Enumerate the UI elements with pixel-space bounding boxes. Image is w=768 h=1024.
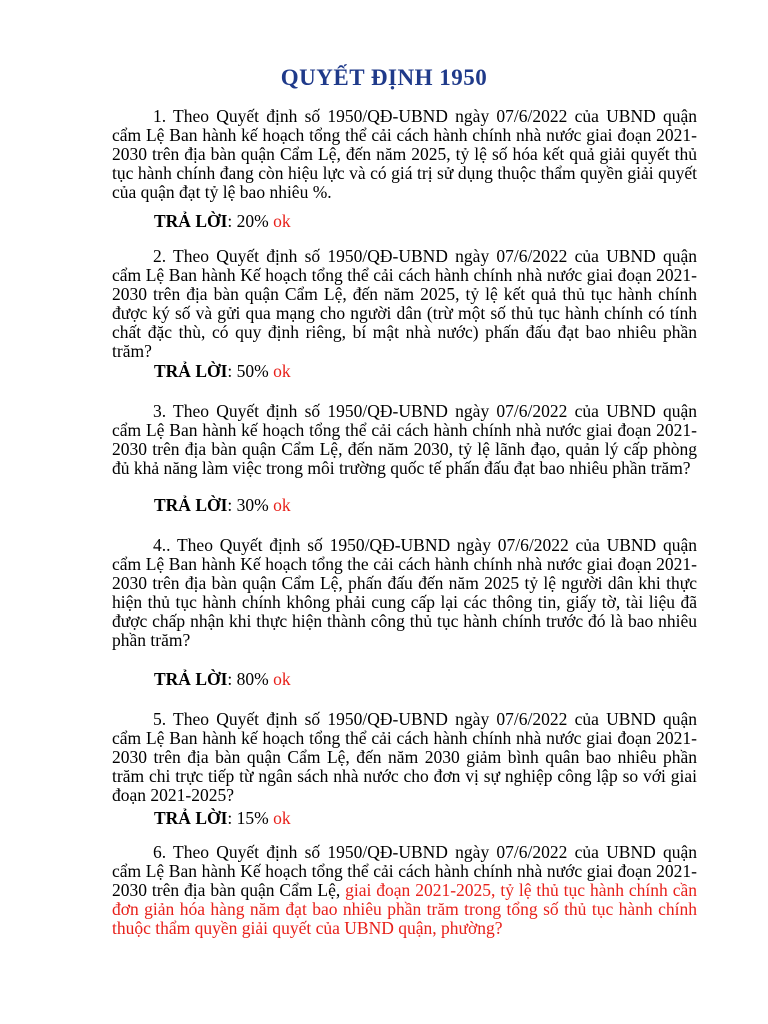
answer-5 [154, 809, 291, 828]
question-2: 2. Theo Quyết định số 1950/QĐ-UBND ngày 07/6/2022 của UBND quận cẩm Lệ Ban hành Kế hoạch tổng thể cải cách hành chính nhà nước giai đoạn 2021-2030 trên địa bàn quận Cẩm Lệ, đến năm 2025, tỷ lệ kết quả thủ tục hành chính được ký số và gửi qua mạng cho người dân (trừ một số thủ tục hành chính có tính chất đặc thù, có quy định riêng, bí mật nhà nước) phấn đấu đạt bao nhiêu phần trăm? [112, 246, 697, 361]
page-title: QUYẾT ĐỊNH 1950 [280, 65, 488, 90]
question-4: 4.. Theo Quyết định số 1950/QĐ-UBND ngày 07/6/2022 của UBND quận cẩm Lệ Ban hành Kế hoạch tổng the cải cách hành chính nhà nước giai đoạn 2021-2030 trên địa bàn quận Cẩm Lệ, phấn đấu đến năm 2025 tỷ lệ người dân khi thực hiện thủ tục hành chính không phải cung cấp lại các thông tin, giấy tờ, tài liệu đã được chấp nhận khi thực hiện thành công thủ tục hành chính trước đó là bao nhiêu phần trăm? [112, 535, 697, 650]
answer-value: : 80% [227, 669, 269, 689]
question-6-text: 6. Theo Quyết định số 1950/QĐ-UBND ngày 07/6/2022 của UBND quận cẩm Lệ Ban hành Kế hoạch tổng thể cải cách hành chính nhà nước giai đoạn 2021-2030 trên địa bàn quận Cẩm Lệ, [112, 842, 697, 900]
answer-value: : 30% [227, 495, 269, 515]
question-3: 3. Theo Quyết định số 1950/QĐ-UBND ngày 07/6/2022 của UBND quận cẩm Lệ Ban hành kế hoạch tổng thể cải cách hành chính nhà nước giai đoạn 2021-2030 trên địa bàn quận Cẩm Lệ, đến năm 2030, tỷ lệ lãnh đạo, quản lý cấp phòng đủ khả năng làm việc trong môi trường quốc tế phấn đấu đạt bao nhiêu phần trăm? [112, 401, 697, 478]
answer-1 [154, 212, 291, 231]
question-6 [112, 843, 697, 938]
question-5: 5. Theo Quyết định số 1950/QĐ-UBND ngày 07/6/2022 của UBND quận cẩm Lệ Ban hành kế hoạch tổng thể cải cách hành chính nhà nước giai đoạn 2021-2030 trên địa bàn quận Cẩm Lệ, đến năm 2030 giảm bình quân bao nhiêu phần trăm chi trực tiếp từ ngân sách nhà nước cho đơn vị sự nghiệp công lập so với giai đoạn 2021-2025? [112, 709, 697, 805]
question-1: 1. Theo Quyết định số 1950/QĐ-UBND ngày 07/6/2022 của UBND quận cẩm Lệ Ban hành kế hoạch tổng thể cải cách hành chính nhà nước giai đoạn 2021-2030 trên địa bàn quận Cẩm Lệ, đến năm 2025, tỷ lệ số hóa kết quả giải quyết thủ tục hành chính đang còn hiệu lực và có giá trị sử dụng thuộc thẩm quyền giải quyết của quận đạt tỷ lệ bao nhiêu %. [112, 106, 697, 202]
ok-mark: ok [273, 669, 291, 689]
answer-value: : 20% [227, 211, 269, 231]
answer-4 [154, 670, 291, 689]
answer-label: TRẢ LỜI [154, 495, 228, 515]
ok-mark: ok [273, 495, 291, 515]
answer-3 [154, 496, 291, 515]
answer-label: TRẢ LỜI [154, 669, 228, 689]
answer-label: TRẢ LỜI [154, 361, 228, 381]
answer-label: TRẢ LỜI [154, 808, 228, 828]
ok-mark: ok [273, 211, 291, 231]
answer-2 [154, 362, 291, 381]
question-6-highlight: giai đoạn 2021-2025, tỷ lệ thủ tục hành chính cần đơn giản hóa hàng năm đạt bao nhiêu phần trăm trong tổng số thủ tục hành chính thuộc thẩm quyền giải quyết của UBND quận, phường? [112, 880, 697, 938]
ok-mark: ok [273, 808, 291, 828]
answer-value: : 15% [227, 808, 269, 828]
ok-mark: ok [273, 361, 291, 381]
answer-value: : 50% [227, 361, 269, 381]
answer-label: TRẢ LỜI [154, 211, 228, 231]
